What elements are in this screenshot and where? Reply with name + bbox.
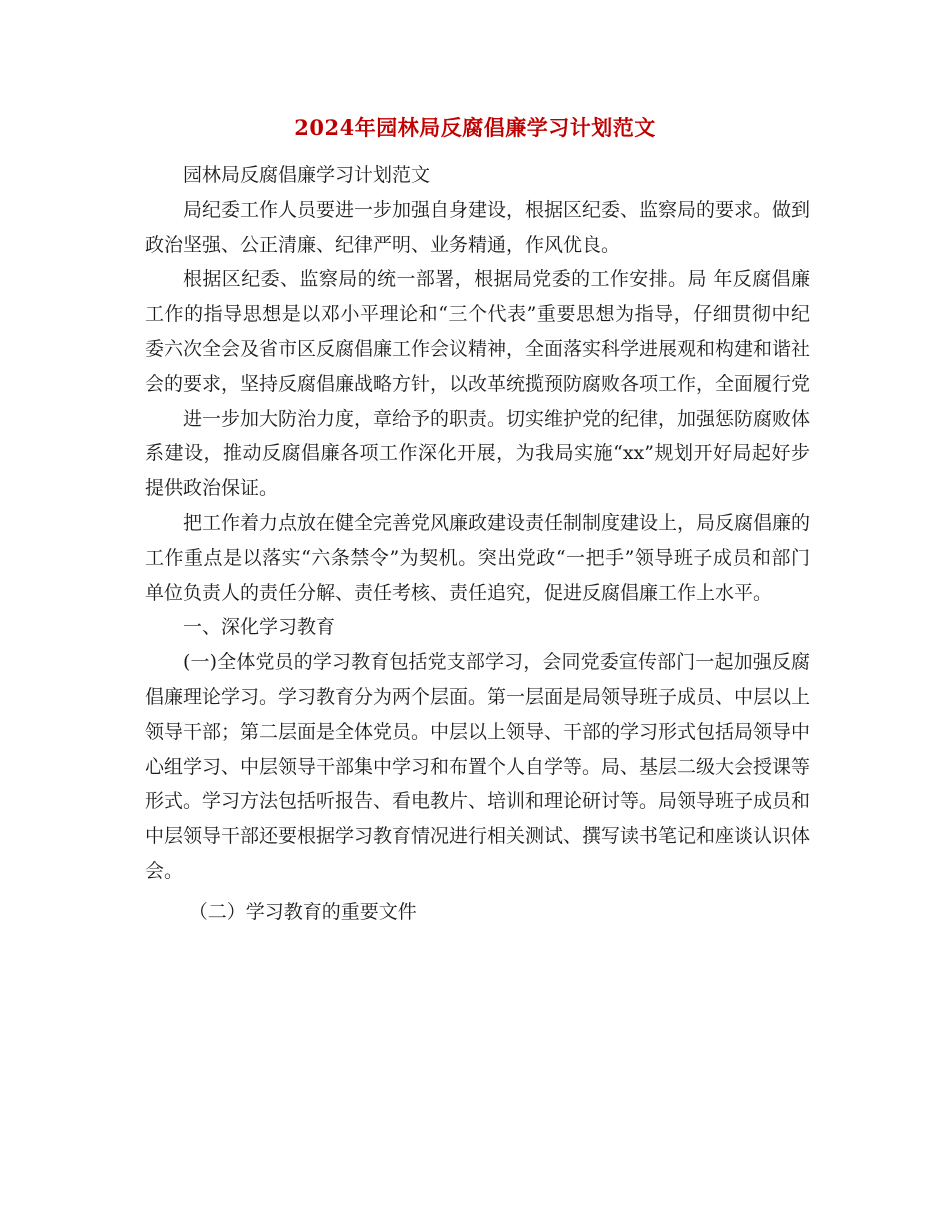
paragraph-2: 根据区纪委、监察局的统一部署，根据局党委的工作安排。局 年反腐倡廉工作的指导思想是以邓小平理论和“三个代表”重要思想为指导，仔细贯彻中纪委六次全会及省市区反腐倡廉工作会议精神，全面落实科学进展观和构建和谐社会的要求，坚持反腐倡廉战略方针，以改革统揽预防腐败各项工作，全面履行党 bbox=[145, 268, 811, 395]
paragraph-4: 把工作着力点放在健全完善党风廉政建设责任制制度建设上，局反腐倡廉的工作重点是以落实“六条禁令”为契机。突出党政“一把手”领导班子成员和部门单位负责人的责任分解、责任考核、责任追究，促进反腐倡廉工作上水平。 bbox=[145, 511, 811, 604]
document-title: 2024年园林局反腐倡廉学习计划范文 bbox=[294, 115, 656, 140]
document-body bbox=[145, 158, 810, 930]
section-heading-1: 一、深化学习教育 bbox=[183, 616, 336, 639]
paragraph-5: (一)全体党员的学习教育包括党支部学习，会同党委宣传部门一起加强反腐倡廉理论学习。学习教育分为两个层面。第一层面是局领导班子成员、中层以上领导干部；第二层面是全体党员。中层以上领导、干部的学习形式包括局领导中心组学习、中层领导干部集中学习和布置个人自学等。局、基层二级大会授课等形式。学习方法包括听报告、看电教片、培训和理论研讨等。局领导班子成员和中层领导干部还要根据学习教育情况进行相关测试、撰写读书笔记和座谈认识体会。 bbox=[145, 651, 811, 882]
paragraph-subtitle: 园林局反腐倡廉学习计划范文 bbox=[183, 164, 431, 186]
section-heading-2: （二）学习教育的重要文件 bbox=[188, 900, 417, 923]
paragraph-1: 局纪委工作人员要进一步加强自身建设，根据区纪委、监察局的要求。做到政治坚强、公正清廉、纪律严明、业务精通，作风优良。 bbox=[145, 198, 811, 256]
paragraph-3: 进一步加大防治力度，章给予的职责。切实维护党的纪律，加强惩防腐败体系建设，推动反腐倡廉各项工作深化开展，为我局实施“xx”规划开好局起好步提供政治保证。 bbox=[145, 407, 811, 500]
